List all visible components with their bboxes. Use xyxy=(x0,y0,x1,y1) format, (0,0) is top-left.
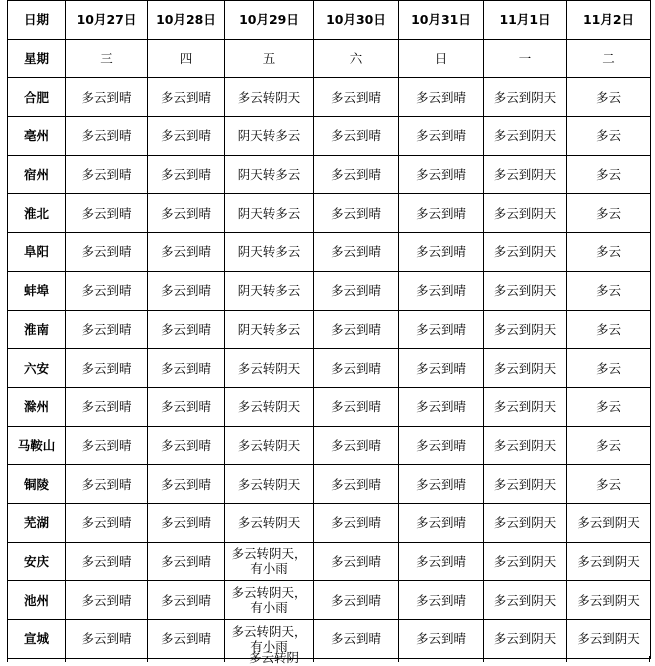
forecast-cell: 阴天转多云 xyxy=(225,233,314,272)
forecast-cell: 多云到晴 xyxy=(66,233,148,272)
forecast-cell: 多云到晴 xyxy=(148,426,225,465)
date-cell: 10月28日 xyxy=(148,1,225,40)
forecast-cell: 多云到晴 xyxy=(66,271,148,310)
grid-line xyxy=(566,656,567,662)
forecast-cell: 多云到晴 xyxy=(399,349,484,388)
forecast-cell: 多云 xyxy=(567,78,651,117)
forecast-cell: 多云到晴 xyxy=(314,155,399,194)
table-row xyxy=(8,620,651,659)
forecast-cell: 多云 xyxy=(567,117,651,156)
forecast-cell: 多云到阴天 xyxy=(484,155,567,194)
forecast-cell: 多云到晴 xyxy=(399,233,484,272)
weekday-cell: 六 xyxy=(314,39,399,78)
city-name-cell: 池州 xyxy=(8,581,66,620)
forecast-cell: 阴天转多云 xyxy=(225,271,314,310)
forecast-cell: 多云 xyxy=(567,310,651,349)
forecast-cell: 多云到阴天 xyxy=(484,620,567,659)
table-row xyxy=(8,78,651,117)
table-row xyxy=(8,581,651,620)
table-row xyxy=(8,155,651,194)
date-cell: 10月31日 xyxy=(399,1,484,40)
forecast-cell: 多云到晴 xyxy=(148,542,225,581)
forecast-cell: 多云到晴 xyxy=(399,503,484,542)
city-name-cell: 六安 xyxy=(8,349,66,388)
forecast-cell: 多云到晴 xyxy=(66,503,148,542)
forecast-cell: 多云到晴 xyxy=(148,387,225,426)
forecast-cell: 阴天转多云 xyxy=(225,117,314,156)
forecast-cell: 多云到阴天 xyxy=(484,542,567,581)
forecast-cell: 多云到晴 xyxy=(148,271,225,310)
grid-line xyxy=(224,656,225,662)
forecast-cell: 多云转阴天，有小雨 xyxy=(225,542,314,581)
date-cell: 11月1日 xyxy=(484,1,567,40)
date-cell: 10月29日 xyxy=(225,1,314,40)
forecast-cell: 多云到晴 xyxy=(148,465,225,504)
date-cell: 10月30日 xyxy=(314,1,399,40)
forecast-cell: 多云到晴 xyxy=(66,581,148,620)
forecast-cell: 多云到晴 xyxy=(66,155,148,194)
forecast-cell: 多云到晴 xyxy=(66,620,148,659)
forecast-cell: 多云到阴天 xyxy=(484,271,567,310)
forecast-cell: 多云 xyxy=(567,465,651,504)
forecast-cell: 多云到阴天 xyxy=(484,310,567,349)
date-row xyxy=(8,1,651,40)
forecast-cell: 多云到晴 xyxy=(148,310,225,349)
table-row xyxy=(8,194,651,233)
forecast-cell: 多云转阴天 xyxy=(225,503,314,542)
forecast-cell: 多云到晴 xyxy=(66,194,148,233)
table-row xyxy=(8,310,651,349)
weekday-cell: 一 xyxy=(484,39,567,78)
table-row xyxy=(8,349,651,388)
weekday-cell: 二 xyxy=(567,39,651,78)
forecast-cell: 多云转阴天，有小雨 xyxy=(225,581,314,620)
forecast-cell: 多云 xyxy=(567,387,651,426)
grid-line xyxy=(313,656,314,662)
weekday-cell: 日 xyxy=(399,39,484,78)
forecast-cell: 多云到阴天 xyxy=(567,542,651,581)
forecast-cell: 多云到晴 xyxy=(314,542,399,581)
table-row xyxy=(8,233,651,272)
table-row xyxy=(8,271,651,310)
forecast-cell: 多云 xyxy=(567,426,651,465)
grid-line xyxy=(65,656,66,662)
forecast-cell: 多云到阴天 xyxy=(484,78,567,117)
city-name-cell: 阜阳 xyxy=(8,233,66,272)
city-name-cell: 铜陵 xyxy=(8,465,66,504)
forecast-cell: 多云到晴 xyxy=(314,349,399,388)
forecast-cell: 多云到晴 xyxy=(314,271,399,310)
forecast-cell: 多云到晴 xyxy=(66,78,148,117)
forecast-cell: 多云到晴 xyxy=(66,349,148,388)
forecast-cell: 多云到晴 xyxy=(314,117,399,156)
forecast-cell: 多云 xyxy=(567,271,651,310)
forecast-cell: 多云到晴 xyxy=(314,581,399,620)
forecast-cell: 多云转阴天 xyxy=(225,349,314,388)
table-row xyxy=(8,426,651,465)
forecast-cell: 多云到晴 xyxy=(66,465,148,504)
table-row xyxy=(8,117,651,156)
forecast-cell: 多云到晴 xyxy=(148,620,225,659)
table-row xyxy=(8,465,651,504)
forecast-cell: 多云到阴天 xyxy=(567,503,651,542)
forecast-cell: 多云到晴 xyxy=(314,310,399,349)
grid-line xyxy=(147,656,148,662)
forecast-cell: 多云到晴 xyxy=(399,542,484,581)
weekday-cell: 三 xyxy=(66,39,148,78)
forecast-sheet xyxy=(7,0,650,665)
forecast-cell: 多云到晴 xyxy=(66,542,148,581)
city-name-cell: 合肥 xyxy=(8,78,66,117)
forecast-cell: 多云到晴 xyxy=(399,78,484,117)
grid-line xyxy=(649,656,650,662)
forecast-cell: 多云到晴 xyxy=(148,233,225,272)
forecast-cell: 多云到晴 xyxy=(66,387,148,426)
grid-line xyxy=(483,656,484,662)
city-name-cell: 亳州 xyxy=(8,117,66,156)
forecast-cell: 多云到晴 xyxy=(399,155,484,194)
forecast-cell: 多云到晴 xyxy=(314,503,399,542)
date-cell: 11月2日 xyxy=(567,1,651,40)
forecast-cell: 多云到阴天 xyxy=(484,503,567,542)
grid-line xyxy=(7,656,8,662)
forecast-cell: 多云到阴天 xyxy=(567,581,651,620)
forecast-cell: 多云到晴 xyxy=(148,117,225,156)
forecast-cell: 多云到阴天 xyxy=(484,465,567,504)
forecast-cell: 多云到晴 xyxy=(148,349,225,388)
forecast-cell: 多云到晴 xyxy=(66,117,148,156)
city-name-cell: 宣城 xyxy=(8,620,66,659)
forecast-cell: 多云到晴 xyxy=(148,194,225,233)
table-row xyxy=(8,542,651,581)
forecast-cell: 多云到晴 xyxy=(148,155,225,194)
date-cell: 10月27日 xyxy=(66,1,148,40)
forecast-cell: 多云到晴 xyxy=(399,620,484,659)
grid-line xyxy=(398,656,399,662)
forecast-cell: 多云到晴 xyxy=(399,117,484,156)
forecast-cell: 多云到阴天 xyxy=(484,194,567,233)
cut-off-forecast-text: 多云转阴 xyxy=(248,650,299,665)
forecast-cell: 多云到晴 xyxy=(314,426,399,465)
forecast-cell: 多云到晴 xyxy=(148,581,225,620)
forecast-cell: 多云到晴 xyxy=(148,503,225,542)
forecast-cell: 多云到晴 xyxy=(148,78,225,117)
city-name-cell: 马鞍山 xyxy=(8,426,66,465)
forecast-cell: 多云到晴 xyxy=(399,465,484,504)
weekday-row xyxy=(8,39,651,78)
forecast-cell: 多云 xyxy=(567,194,651,233)
cut-off-row xyxy=(7,650,650,665)
forecast-cell: 多云 xyxy=(567,349,651,388)
forecast-cell: 多云到晴 xyxy=(399,194,484,233)
date-label-cell: 日期 xyxy=(8,1,66,40)
city-name-cell: 宿州 xyxy=(8,155,66,194)
city-name-cell: 淮南 xyxy=(8,310,66,349)
forecast-cell: 多云到晴 xyxy=(314,78,399,117)
city-name-cell: 淮北 xyxy=(8,194,66,233)
forecast-cell: 多云转阴天 xyxy=(225,465,314,504)
forecast-cell: 多云到晴 xyxy=(314,194,399,233)
forecast-cell: 多云到晴 xyxy=(399,581,484,620)
forecast-cell: 多云到阴天 xyxy=(484,349,567,388)
forecast-cell: 多云到阴天 xyxy=(484,233,567,272)
forecast-cell: 多云 xyxy=(567,155,651,194)
forecast-cell: 多云到晴 xyxy=(399,426,484,465)
city-name-cell: 蚌埠 xyxy=(8,271,66,310)
forecast-cell: 多云到晴 xyxy=(314,233,399,272)
forecast-cell: 多云到晴 xyxy=(66,426,148,465)
forecast-cell: 多云转阴天 xyxy=(225,78,314,117)
table-row xyxy=(8,503,651,542)
forecast-cell: 多云转阴天，有小雨 xyxy=(225,620,314,659)
forecast-cell: 多云到晴 xyxy=(314,465,399,504)
weather-forecast-table xyxy=(7,0,651,659)
weekday-label-cell: 星期 xyxy=(8,39,66,78)
city-name-cell: 安庆 xyxy=(8,542,66,581)
forecast-cell: 多云到阴天 xyxy=(484,387,567,426)
forecast-cell: 多云转阴天 xyxy=(225,426,314,465)
forecast-cell: 多云到阴天 xyxy=(484,581,567,620)
forecast-cell: 多云到晴 xyxy=(399,310,484,349)
forecast-cell: 多云 xyxy=(567,233,651,272)
table-row xyxy=(8,387,651,426)
forecast-cell: 阴天转多云 xyxy=(225,155,314,194)
forecast-cell: 多云到阴天 xyxy=(484,117,567,156)
weekday-cell: 五 xyxy=(225,39,314,78)
forecast-cell: 阴天转多云 xyxy=(225,194,314,233)
forecast-cell: 多云到晴 xyxy=(66,310,148,349)
forecast-cell: 多云到晴 xyxy=(314,620,399,659)
table-body xyxy=(8,1,651,659)
forecast-cell: 阴天转多云 xyxy=(225,310,314,349)
city-name-cell: 滁州 xyxy=(8,387,66,426)
forecast-cell: 多云到阴天 xyxy=(484,426,567,465)
forecast-cell: 多云转阴天 xyxy=(225,387,314,426)
city-name-cell: 芜湖 xyxy=(8,503,66,542)
forecast-cell: 多云到晴 xyxy=(399,387,484,426)
forecast-cell: 多云到晴 xyxy=(314,387,399,426)
forecast-cell: 多云到阴天 xyxy=(567,620,651,659)
weekday-cell: 四 xyxy=(148,39,225,78)
forecast-cell: 多云到晴 xyxy=(399,271,484,310)
